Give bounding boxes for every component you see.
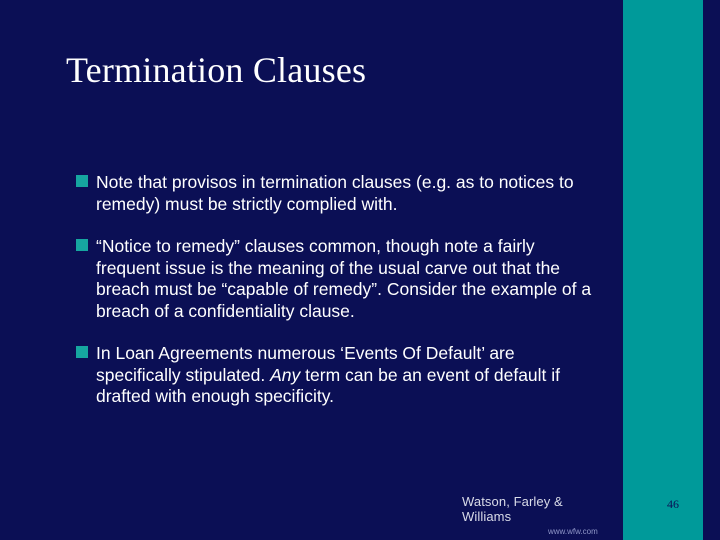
square-bullet-icon	[76, 175, 88, 187]
bullet-text	[96, 343, 594, 408]
page-number: 46	[667, 497, 679, 511]
accent-band	[623, 0, 703, 540]
bullet-item	[74, 236, 594, 322]
bullet-list	[74, 172, 594, 429]
bullet-item	[74, 343, 594, 408]
bullet-text-before: In Loan Agreements numerous ‘Events Of Default’ are specifically stipulated.	[96, 343, 515, 385]
slide-title: Termination Clauses	[66, 50, 367, 90]
company-logo	[462, 494, 612, 536]
bullet-item	[74, 172, 594, 215]
square-bullet-icon	[76, 239, 88, 251]
square-bullet-icon	[76, 346, 88, 358]
logo-url: www.wfw.com	[548, 527, 598, 536]
logo-name: Watson, Farley & Williams	[462, 494, 563, 524]
bullet-text-emphasis: Any	[270, 364, 301, 385]
bullet-text: “Notice to remedy” clauses common, though note a fairly frequent issue is the meaning of the usual carve out that the breach must be “capable of remedy”. Consider the example of a breach of a confidentiality clause.	[96, 236, 592, 321]
bullet-text: Note that provisos in termination clauses (e.g. as to notices to remedy) must be strictly complied with.	[96, 172, 574, 214]
bullet-text-after: term can be an event of default if drafted with enough specificity.	[96, 364, 561, 406]
right-edge-strip	[703, 0, 720, 540]
